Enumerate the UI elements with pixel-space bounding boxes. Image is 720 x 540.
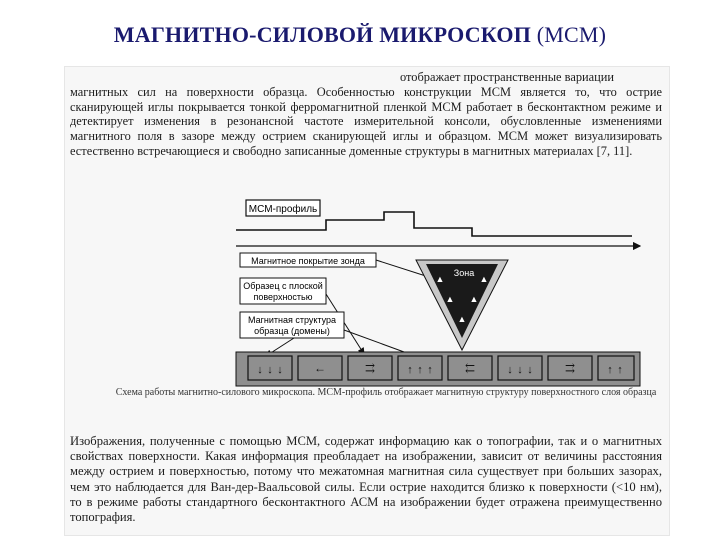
arrow-down-icon: ↓	[277, 364, 283, 376]
arrow-up-icon: ▲	[457, 314, 467, 324]
arrow-up-icon: ↑	[617, 364, 623, 376]
profile-label: МСМ-профиль	[248, 204, 318, 215]
arrow-right-icon: ⇉	[364, 361, 376, 375]
arrow-up-icon: ↑	[417, 364, 423, 376]
arrow-up-icon: ↑	[407, 364, 413, 376]
sample-label-line2: поверхностью	[253, 292, 313, 302]
sample-label-line1: Образец с плоской	[243, 281, 323, 291]
arrow-down-icon: ↓	[257, 364, 263, 376]
probe-label: Зона	[453, 268, 475, 278]
arrow-down-icon: ↓	[527, 364, 533, 376]
coating-callout	[240, 253, 432, 278]
intro-paragraph	[70, 70, 662, 159]
intro-lead: отображает пространственные вариации	[400, 70, 615, 84]
slide-title	[0, 22, 720, 48]
arrow-up-icon: ▲	[469, 294, 479, 304]
arrow-up-icon: ▲	[479, 274, 489, 284]
slide-title-suffix: (МСМ)	[536, 22, 607, 47]
sample-block	[236, 352, 640, 386]
outro-paragraph: Изображения, полученные с помощью МСМ, содержат информацию как о топографии, так и о магнитных свойствах поверхности. Какая информация преобладает на изображении, зависит от величины расстояния между острием и поверхностью, потому что межатомная магнитная сила существует при больших зазорах, чем это наблюдается для Ван-дер-Ваальсовой силы. Если острие находится близко к поверхности (<10 нм), то в режиме работы стандартного бесконтактного АСМ на изображении будет отражена преимущественно топография.	[70, 434, 662, 525]
arrow-down-icon: ↓	[507, 364, 513, 376]
arrow-down-icon: ↓	[267, 364, 273, 376]
arrow-up-icon: ↑	[427, 364, 433, 376]
mfm-diagram	[64, 190, 670, 390]
arrow-right-icon: ⇉	[564, 361, 576, 375]
probe-tip	[416, 260, 508, 350]
intro-body: магнитных сил на поверхности образца. Особенностью конструкции МСМ является то, что острие сканирующей иглы покрывается тонкой ферромагнитной пленкой МСМ работает в бесконтактном режиме и детектирует изменения в резонансной частоте измерительной консоли, обусловленные изменениями магнитного поля в зазоре между острием сканирующей иглы и образцом. МСМ может визуализировать естественно встречающиеся и свободно записанные доменные структуры в магнитных материалах [7, 11].	[70, 84, 662, 158]
figure-caption: Схема работы магнитно-силового микроскопа. МСМ-профиль отображает магнитную структуру поверхностного слоя образца	[115, 387, 657, 398]
structure-label-line2: образца (домены)	[254, 326, 330, 336]
arrow-up-icon: ↑	[607, 364, 613, 376]
slide-title-main: МАГНИТНО-СИЛОВОЙ МИКРОСКОП	[113, 22, 532, 47]
coating-label: Магнитное покрытие зонда	[251, 256, 365, 266]
mfm-profile	[236, 200, 640, 246]
arrow-left-icon: ←	[314, 361, 326, 375]
arrow-up-icon: ▲	[435, 274, 445, 284]
arrow-left-icon: ⇇	[464, 361, 476, 375]
arrow-up-icon: ▲	[445, 294, 455, 304]
arrow-down-icon: ↓	[517, 364, 523, 376]
structure-label-line1: Магнитная структура	[247, 315, 337, 325]
